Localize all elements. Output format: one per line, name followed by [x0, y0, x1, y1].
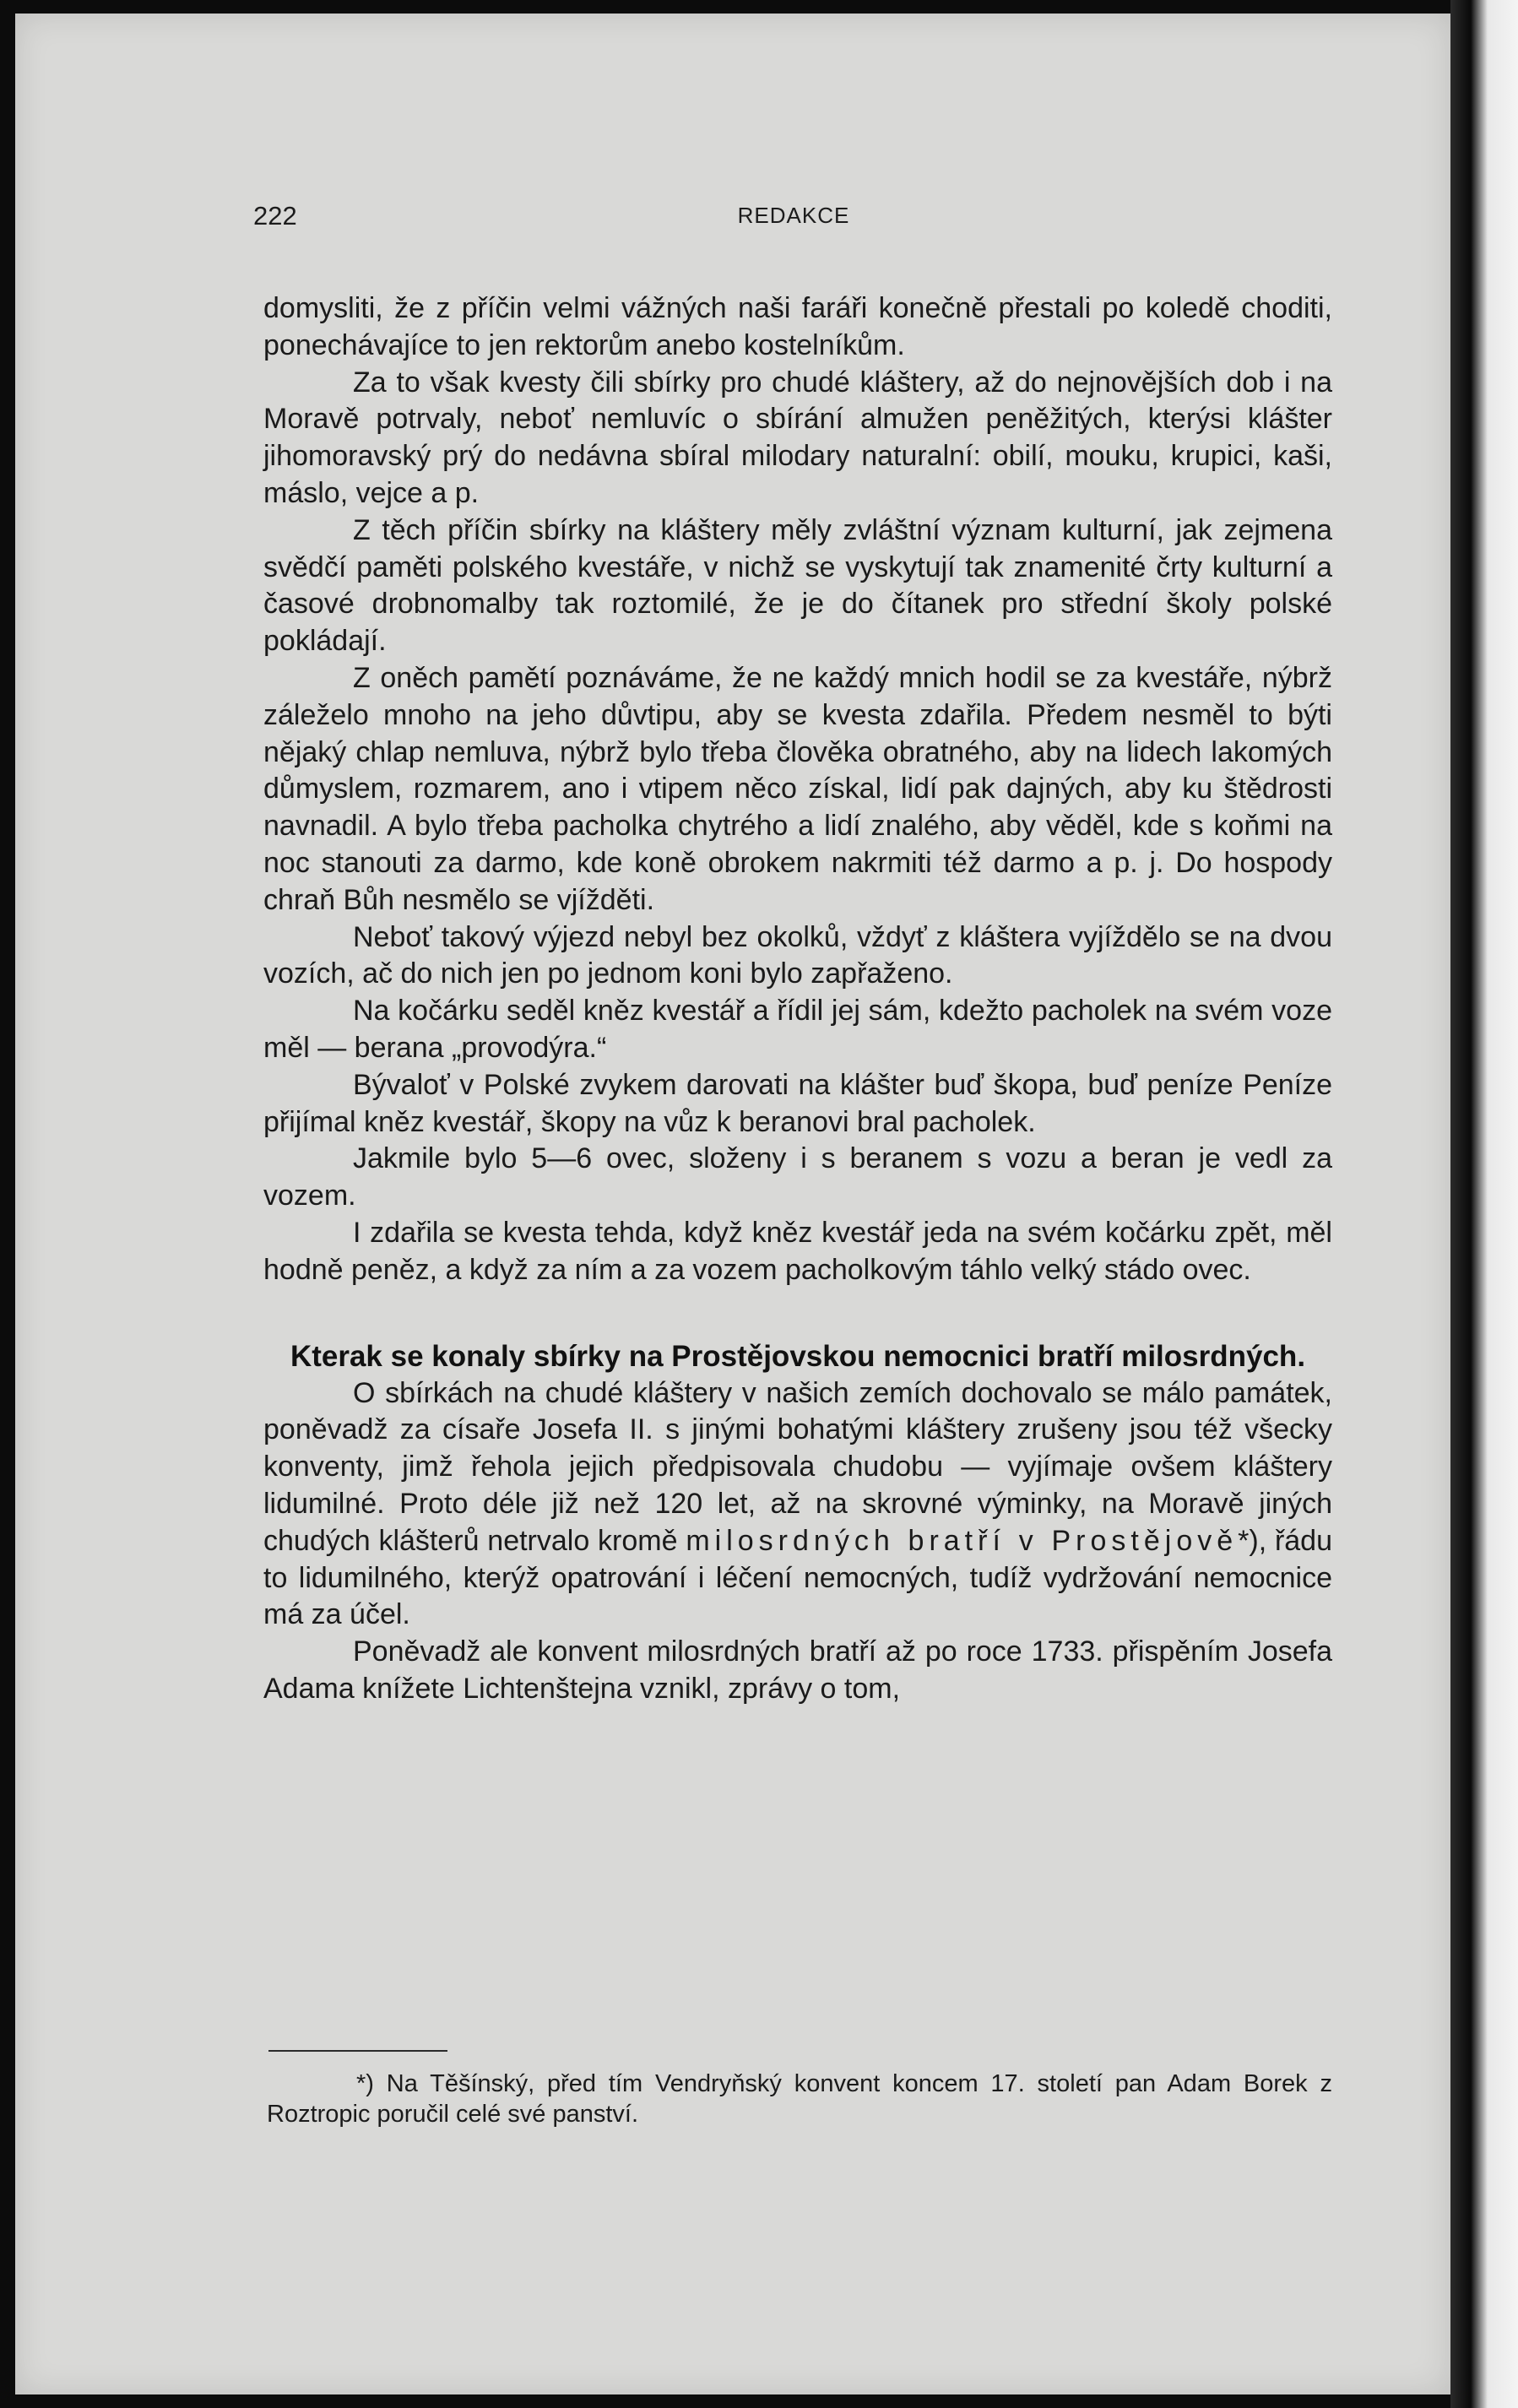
footnote: [267, 2069, 1332, 2129]
paragraph: Z těch příčin sbírky na kláštery měly zvláštní význam kulturní, jak zejmena svědčí paměti polského kvestáře, v nichž se vyskytují tak znamenité črty kulturní a časové drobnomalby tak roztomilé, že je do čítanek pro střední školy polské pokládají.: [263, 513, 1332, 658]
footnote-text: *) Na Těšínský, před tím Vendryňský konvent koncem 17. století pan Adam Borek z Roztropic poručil celé své panství.: [267, 2070, 1332, 2128]
body-text: [263, 290, 1332, 1708]
paragraph: Jakmile bylo 5—6 ovec, složeny i s beranem s vozu a beran je vedl za vozem.: [263, 1142, 1332, 1212]
paragraph: I zdařila se kvesta tehda, když kněz kvestář jeda na svém kočárku zpět, měl hodně peněz, a když za ním a za vozem pacholkovým táhlo velký stádo ovec.: [263, 1216, 1332, 1286]
paragraph: Na kočárku seděl kněz kvestář a řídil jej sám, kdežto pacholek na svém voze měl — berana „provodýra.“: [263, 995, 1332, 1064]
section-text: *), řádu to lidumilného, kterýž opatrování i léčení nemocných, tudíž vydržování nemocnice má za účel.: [263, 1524, 1332, 1631]
paragraph: domysliti, že z příčin velmi vážných naši faráři konečně přestali po koledě choditi, ponechávajíce to jen rektorům anebo kostelníkům.: [263, 292, 1332, 361]
paragraph: Bývaloť v Polské zvykem darovati na klášter buď škopa, buď peníze Peníze přijímal kněz kvestář, škopy na vůz k beranovi bral pacholek.: [263, 1068, 1332, 1138]
section-paragraph: [263, 1375, 1332, 1635]
paragraph: Neboť takový výjezd nebyl bez okolků, vždyť z kláštera vyjíždělo se na dvou vozích, ač do nich jen po jednom koni bylo zapřaženo.: [263, 920, 1332, 990]
page-number: 222: [253, 201, 297, 230]
footnote-rule: [268, 2050, 447, 2052]
section-text: O sbírkách na chudé kláštery v našich zemích dochovalo se málo památek, poněvadž za císaře Josefa II. s jinými bohatými kláštery zrušeny jsou též všecky konventy, jimž řehola jejich předpisovala chudobu — vyjímaje ovšem kláštery lidumilné. Proto déle již než 120 let, až na skrovné výminky, na Moravě jiných chudých klášterů netrvalo kromě: [263, 1376, 1332, 1557]
paragraph: Z oněch pamětí poznáváme, že ne každý mnich hodil se za kvestáře, nýbrž záleželo mnoho na jeho důvtipu, aby se kvesta zdařila. Předem nesměl to býti nějaký chlap nemluva, nýbrž bylo třeba člověka obratného, aby na lidech lakomých důmyslem, rozmarem, ano i vtipem něco získal, lidí pak dajných, aby ku štědrosti navnadil. A bylo třeba pacholka chytrého a lidí znalého, aby věděl, kde s koňmi na noc stanouti za darmo, kde koně obrokem nakrmiti též darmo a p. j. Do hospody chraň Bůh nesmělo se vjížděti.: [263, 661, 1332, 916]
paragraph: Za to však kvesty čili sbírky pro chudé kláštery, až do nejnovějších dob i na Moravě potrvaly, neboť nemluvíc o sbírání almužen peněžitých, kterýsi klášter jihomoravský prý do nedávna sbíral milodary naturalní: obilí, mouku, krupici, kaši, máslo, vejce a p.: [263, 366, 1332, 509]
page-header: [253, 201, 1334, 235]
running-head: REDAKCE: [737, 203, 850, 228]
spaced-emphasis: milosrdných bratří v Prostějově: [686, 1524, 1239, 1557]
section-paragraph: Poněvadž ale konvent milosrdných bratří až po roce 1733. přispěním Josefa Adama knížete Lichtenštejna vznikl, zprávy o tom,: [263, 1635, 1332, 1705]
section-heading: Kterak se konaly sbírky na Prostějovskou nemocnici bratří milosrdných.: [290, 1339, 1306, 1373]
page-edge: [1450, 0, 1518, 2408]
